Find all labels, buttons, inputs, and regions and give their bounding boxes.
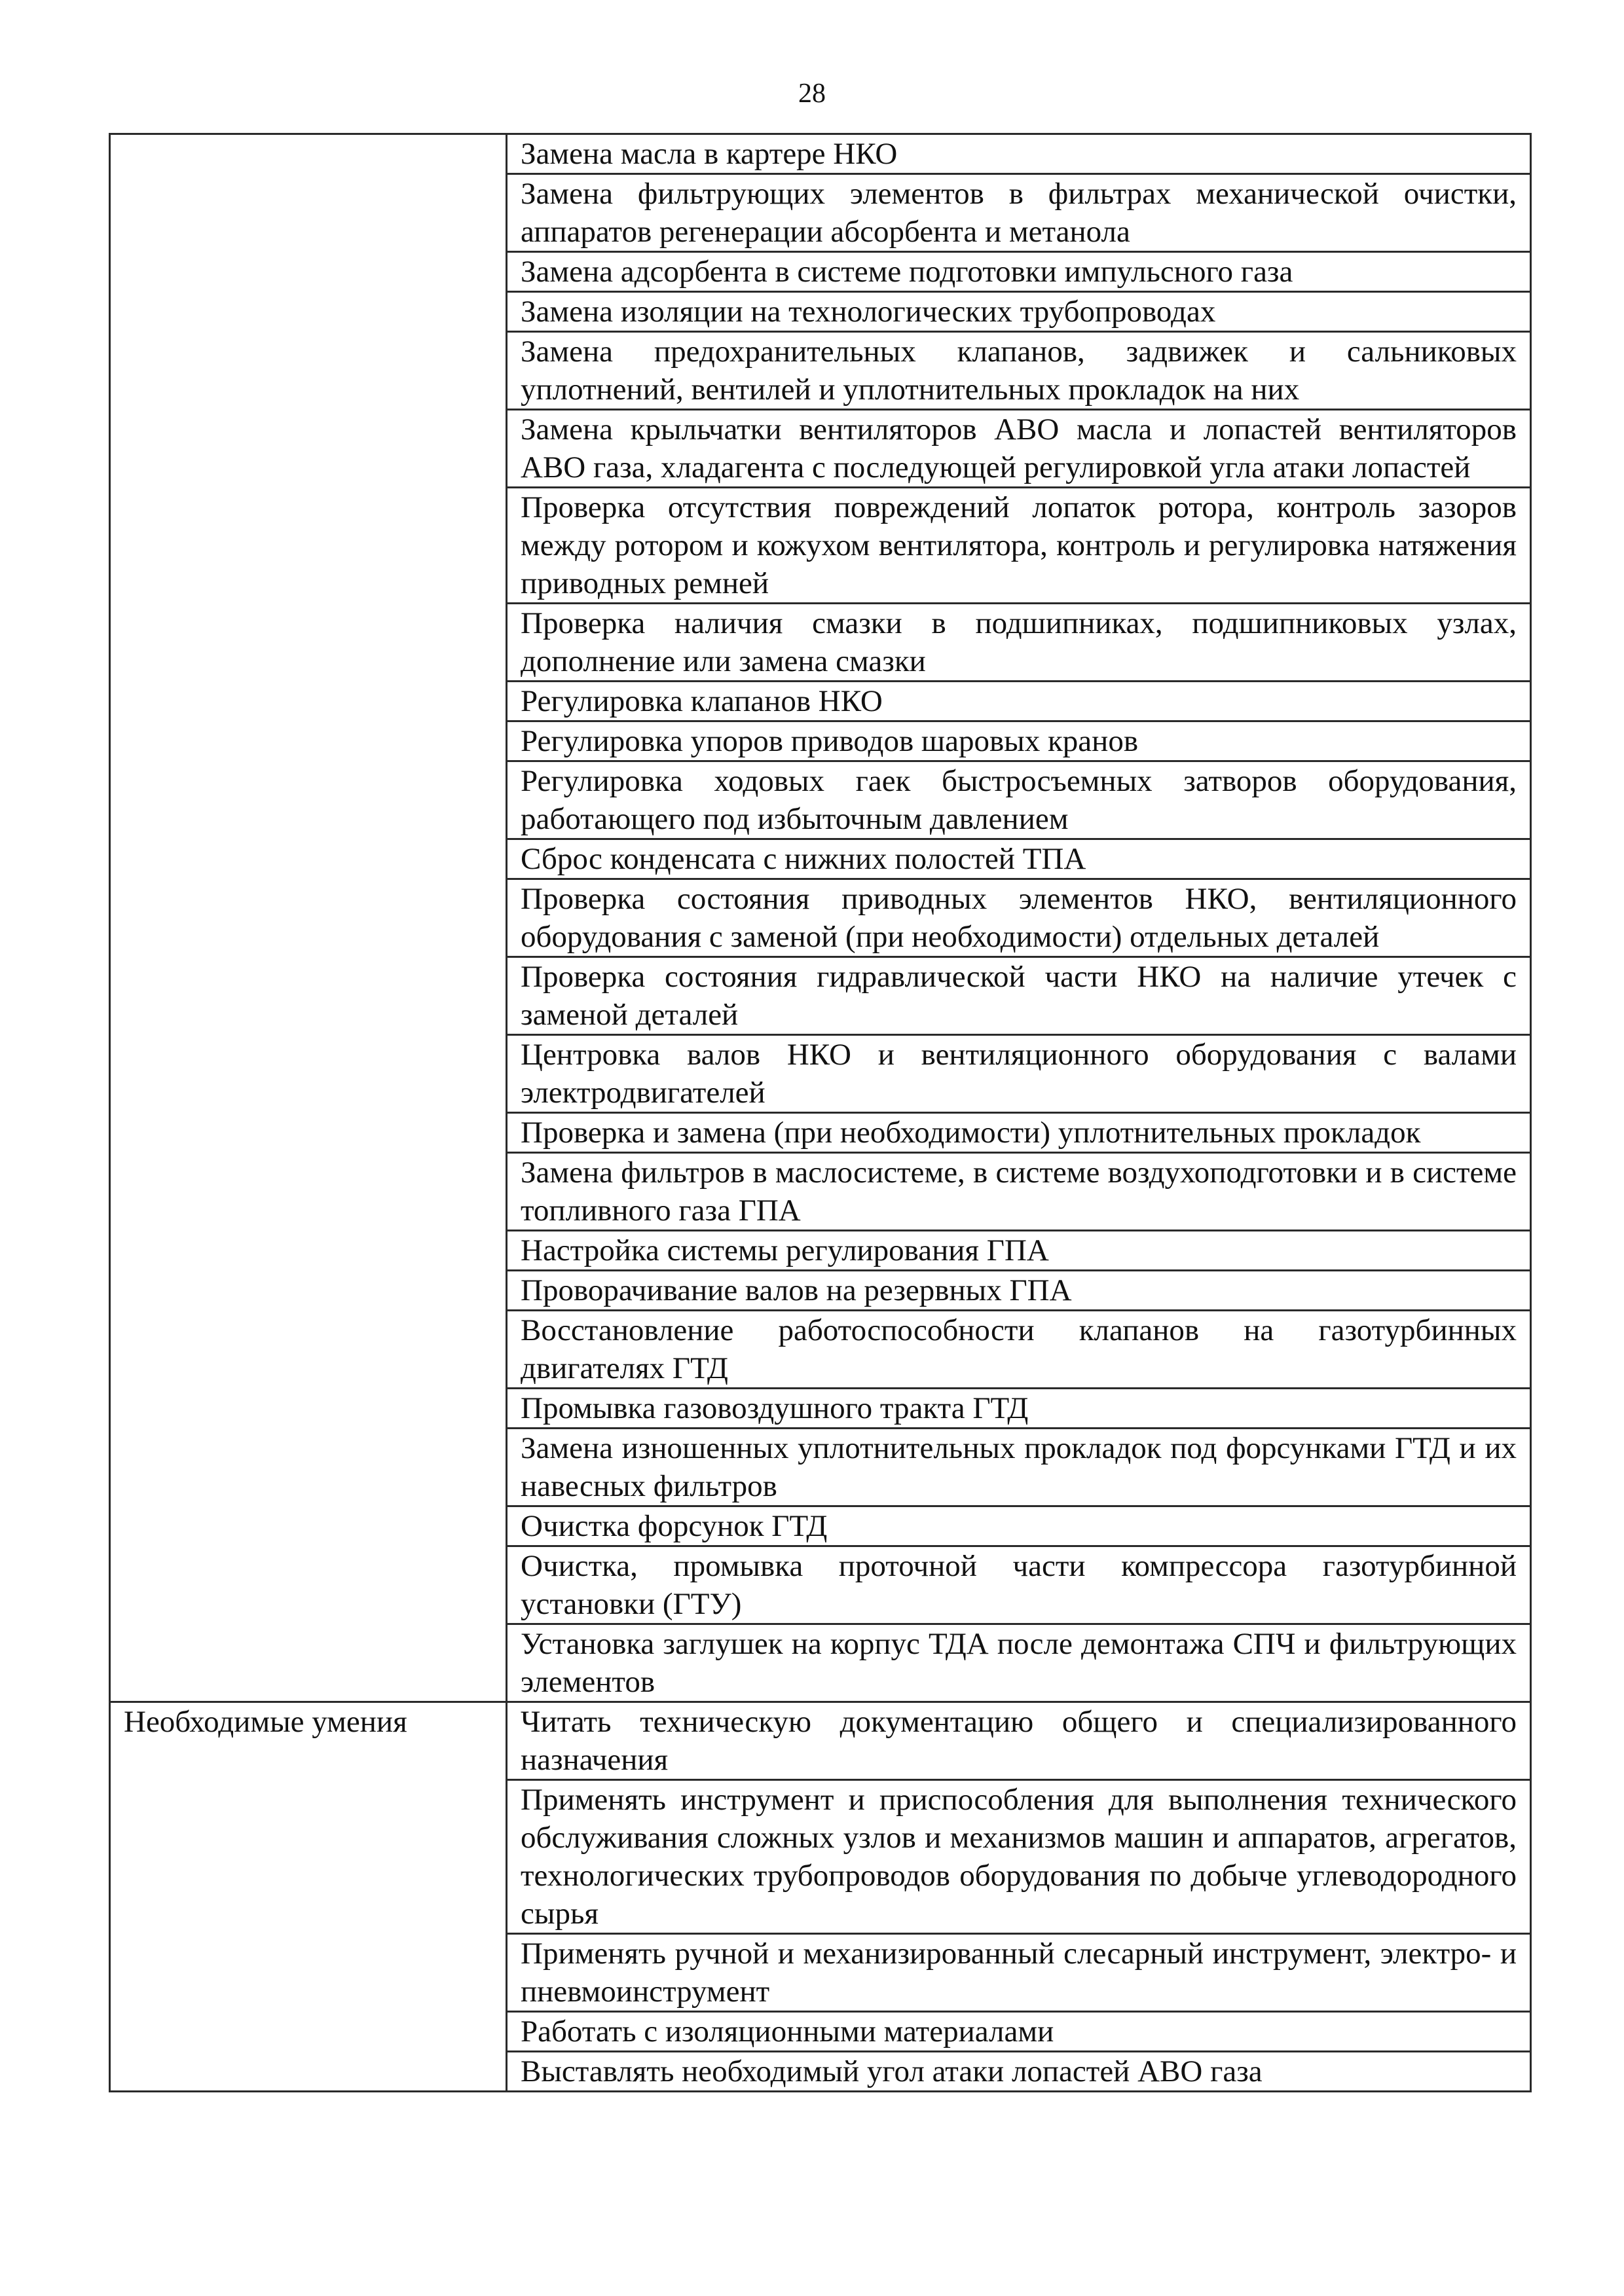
table-cell: Замена изношенных уплотнительных прокладок под форсунками ГТД и их навесных фильтров <box>507 1429 1531 1506</box>
table-cell: Замена крыльчатки вентиляторов АВО масла и лопастей вентиляторов АВО газа, хладагента с последующей регулировкой угла атаки лопастей <box>507 410 1531 488</box>
table-cell: Замена предохранительных клапанов, задвижек и сальниковых уплотнений, вентилей и уплотнительных прокладок на них <box>507 332 1531 410</box>
table-cell: Замена масла в картере НКО <box>507 134 1531 174</box>
table-cell: Проверка состояния гидравлической части НКО на наличие утечек с заменой деталей <box>507 957 1531 1035</box>
table-cell: Очистка, промывка проточной части компрессора газотурбинной установки (ГТУ) <box>507 1546 1531 1624</box>
table-cell: Применять инструмент и приспособления для выполнения технического обслуживания сложных узлов и механизмов машин и аппаратов, агрегатов, технологических трубопроводов оборудования по добыче углеводородного сырья <box>507 1780 1531 1934</box>
table-cell: Установка заглушек на корпус ТДА после демонтажа СПЧ и фильтрующих элементов <box>507 1624 1531 1702</box>
table-cell: Замена адсорбента в системе подготовки импульсного газа <box>507 252 1531 292</box>
table-cell: Замена фильтров в маслосистеме, в системе воздухоподготовки и в системе топливного газа ГПА <box>507 1153 1531 1231</box>
table-cell: Проверка отсутствия повреждений лопаток ротора, контроль зазоров между ротором и кожухом вентилятора, контроль и регулировка натяжения приводных ремней <box>507 488 1531 604</box>
table-cell: Выставлять необходимый угол атаки лопастей АВО газа <box>507 2052 1531 2092</box>
table-cell: Проворачивание валов на резервных ГПА <box>507 1271 1531 1311</box>
table-cell: Центровка валов НКО и вентиляционного оборудования с валами электродвигателей <box>507 1035 1531 1113</box>
table-cell: Восстановление работоспособности клапанов на газотурбинных двигателях ГТД <box>507 1311 1531 1389</box>
table-cell: Проверка состояния приводных элементов НКО, вентиляционного оборудования с заменой (при необходимости) отдельных деталей <box>507 879 1531 957</box>
table-cell: Настройка системы регулирования ГПА <box>507 1231 1531 1271</box>
table-cell: Регулировка упоров приводов шаровых кранов <box>507 721 1531 761</box>
table-cell: Регулировка ходовых гаек быстросъемных затворов оборудования, работающего под избыточным давлением <box>507 761 1531 839</box>
table-cell: Проверка наличия смазки в подшипниках, подшипниковых узлах, дополнение или замена смазки <box>507 604 1531 682</box>
page-number: 28 <box>798 79 826 109</box>
table-cell: Промывка газовоздушного тракта ГТД <box>507 1389 1531 1429</box>
table-cell: Читать техническую документацию общего и специализированного назначения <box>507 1702 1531 1780</box>
table-cell: Применять ручной и механизированный слесарный инструмент, электро- и пневмоинструмент <box>507 1934 1531 2012</box>
table-row <box>110 134 1531 174</box>
table-cell: Очистка форсунок ГТД <box>507 1506 1531 1546</box>
table-cell: Замена фильтрующих элементов в фильтрах механической очистки, аппаратов регенерации абсорбента и метанола <box>507 174 1531 252</box>
table-cell: Замена изоляции на технологических трубопроводах <box>507 292 1531 332</box>
table-cell: Проверка и замена (при необходимости) уплотнительных прокладок <box>507 1113 1531 1153</box>
table-cell: Регулировка клапанов НКО <box>507 682 1531 721</box>
table-cell: Сброс конденсата с нижних полостей ТПА <box>507 839 1531 879</box>
table-row <box>110 1702 1531 1780</box>
table-cell: Работать с изоляционными материалами <box>507 2012 1531 2052</box>
requirements-table <box>109 133 1532 2092</box>
continued-label-cell <box>110 134 507 1702</box>
skills-label: Необходимые умения <box>110 1702 507 2092</box>
